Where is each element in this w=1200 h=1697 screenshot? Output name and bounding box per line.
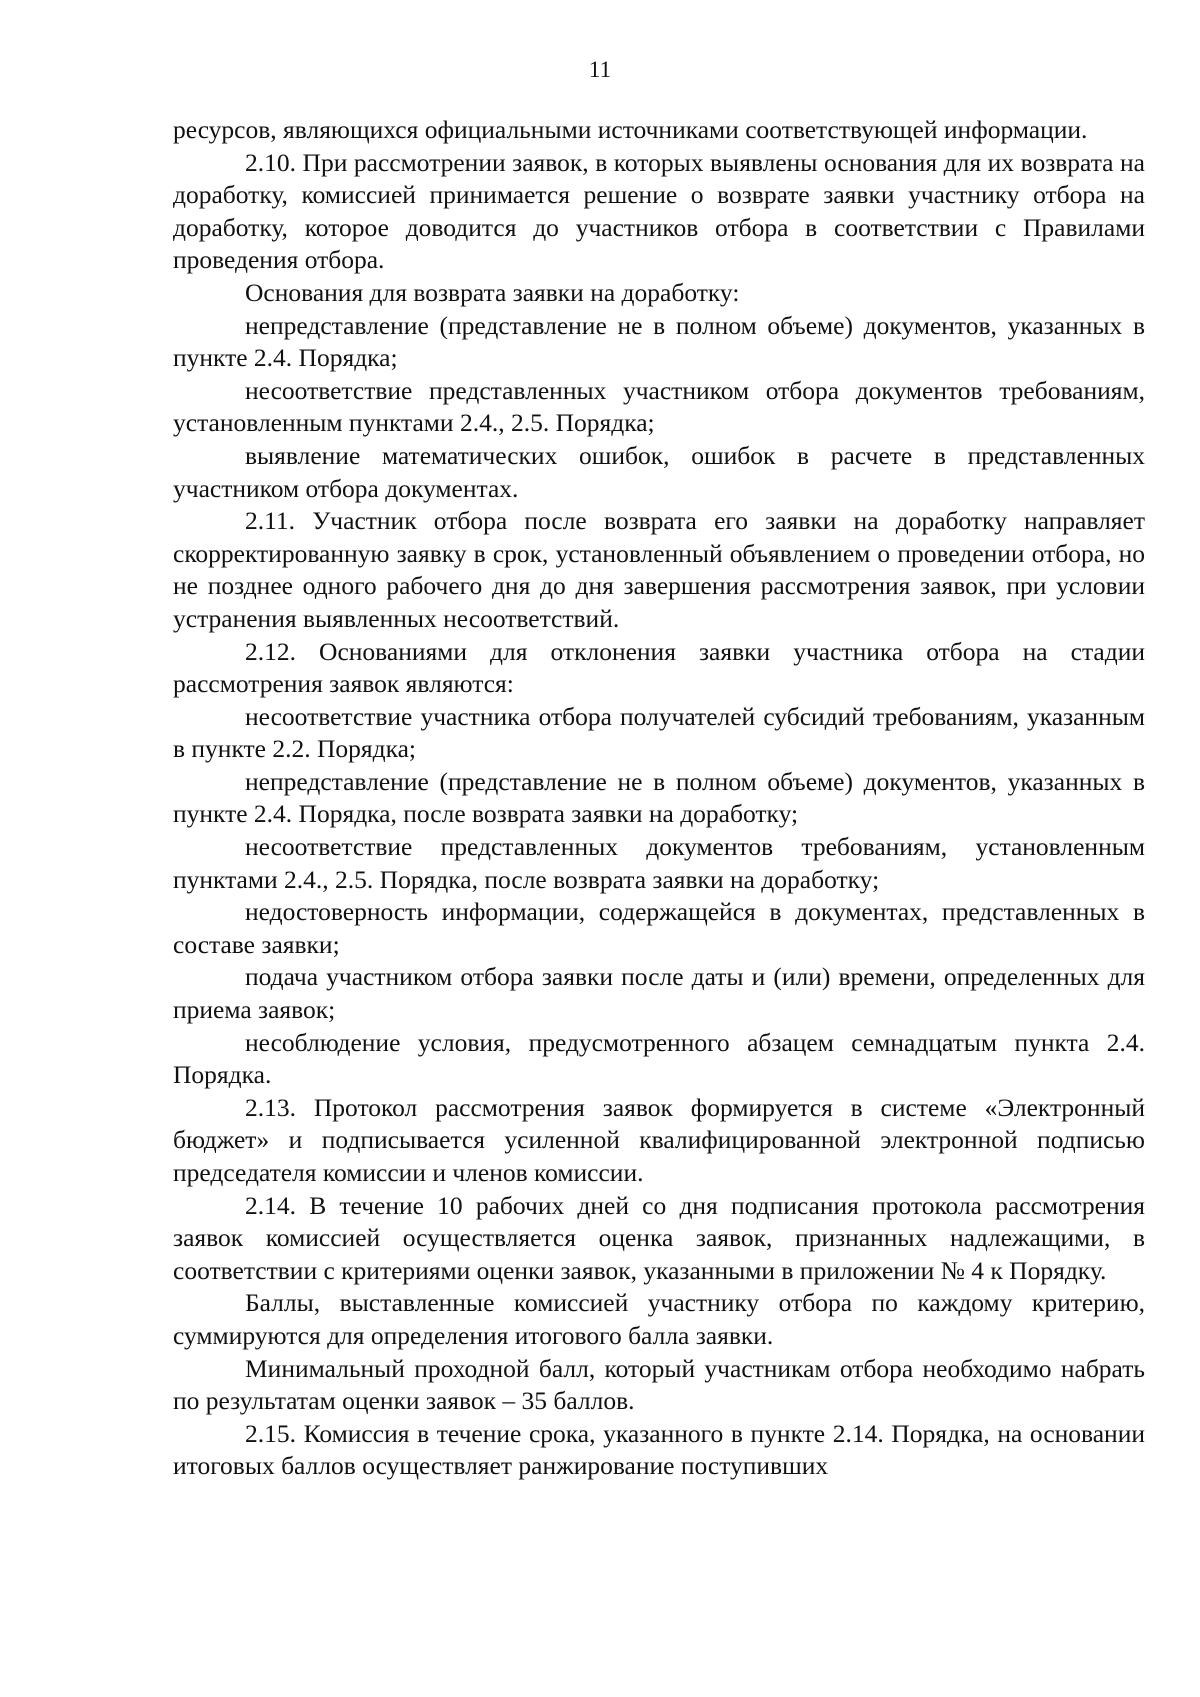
page-number: 11 [588, 57, 612, 82]
list-item-reject-ground: недостоверность информации, содержащейся в документах, представленных в составе заявки; [173, 897, 1145, 959]
list-item-reject-ground: несоответствие представленных документов требованиям, установленным пунктами 2.4., 2.5. Порядка, после возврата заявки на доработку; [173, 832, 1145, 894]
paragraph-minimum-score: Минимальный проходной балл, который участникам отбора необходимо набрать по результатам оценки заявок – 35 баллов. [173, 1353, 1145, 1416]
paragraph-section-2-10: 2.10. При рассмотрении заявок, в которых выявлены основания для их возврата на доработку, комиссией принимается решение о возврате заявки участнику отбора на доработку, которое доводится до участников отбора в соответствии с Правилами проведения отбора. [173, 147, 1145, 275]
paragraph-section-2-12: 2.12. Основаниями для отклонения заявки участника отбора на стадии рассмотрения заявок являются: [173, 636, 1145, 699]
paragraph-return-grounds-intro: Основания для возврата заявки на доработку: [245, 277, 740, 307]
paragraph-section-2-13: 2.13. Протокол рассмотрения заявок формируется в системе «Электронный бюджет» и подписывается усиленной квалифицированной электронной подписью председателя комиссии и членов комиссии. [173, 1092, 1145, 1187]
list-item-return-ground: несоответствие представленных участником отбора документов требованиям, установленным пунктами 2.4., 2.5. Порядка; [173, 375, 1145, 438]
list-item-return-ground: выявление математических ошибок, ошибок в расчете в представленных участником отбора документах. [173, 440, 1145, 503]
list-item-reject-ground: несоблюдение условия, предусмотренного абзацем семнадцатым пункта 2.4. Порядка. [173, 1027, 1145, 1090]
document-body [173, 114, 1145, 1483]
paragraph-continuation: ресурсов, являющихся официальными источниками соответствующей информации. [173, 115, 1088, 144]
list-item-reject-ground: несоответствие участника отбора получателей субсидий требованиям, указанным в пункте 2.2. Порядка; [173, 701, 1145, 764]
paragraph-section-2-11: 2.11. Участник отбора после возврата его заявки на доработку направляет скорректированную заявку в срок, установленный объявлением о проведении отбора, но не позднее одного рабочего дня до дня завершения рассмотрения заявок, при условии устранения выявленных несоответствий. [173, 506, 1145, 633]
list-item-return-ground: непредставление (представление не в полном объеме) документов, указанных в пункте 2.4. Порядка; [173, 310, 1145, 373]
list-item-reject-ground: подача участником отбора заявки после даты и (или) времени, определенных для приема заявок; [173, 962, 1145, 1025]
paragraph-section-2-14: 2.14. В течение 10 рабочих дней со дня подписания протокола рассмотрения заявок комиссией осуществляется оценка заявок, признанных надлежащими, в соответствии с критериями оценки заявок, указанными в приложении № 4 к Порядку. [173, 1190, 1145, 1285]
paragraph-scores-summed: Баллы, выставленные комиссией участнику отбора по каждому критерию, суммируются для определения итогового балла заявки. [173, 1288, 1145, 1350]
paragraph-section-2-15: 2.15. Комиссия в течение срока, указанного в пункте 2.14. Порядка, на основании итоговых баллов осуществляет ранжирование поступивших [173, 1418, 1145, 1481]
list-item-reject-ground: непредставление (представление не в полном объеме) документов, указанных в пункте 2.4. Порядка, после возврата заявки на доработку; [173, 766, 1145, 829]
